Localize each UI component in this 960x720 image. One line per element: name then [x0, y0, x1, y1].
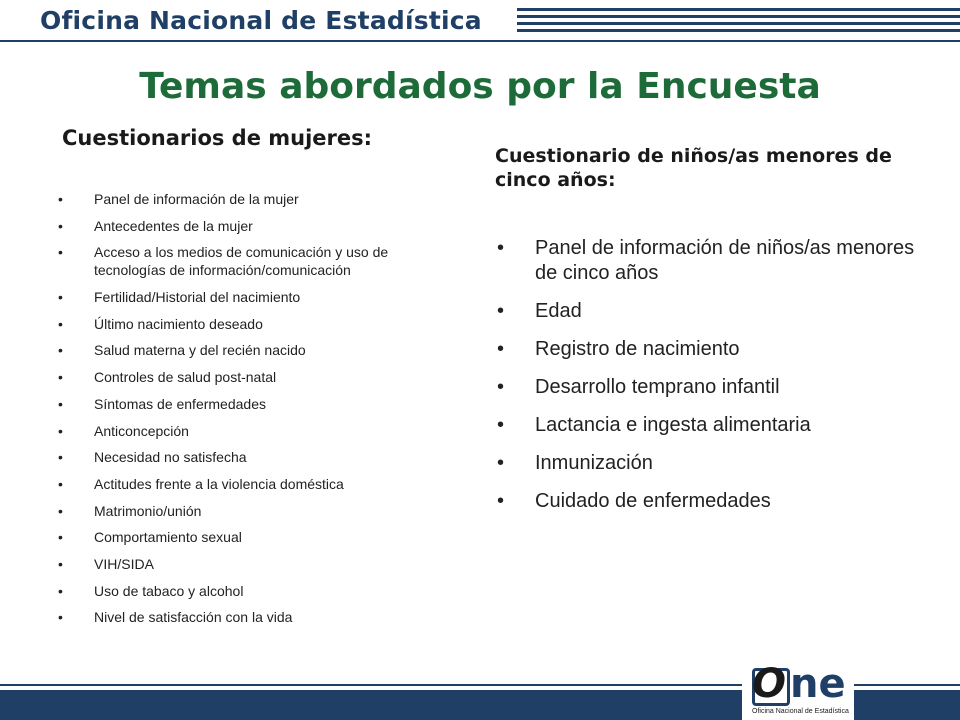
one-logo — [742, 662, 854, 720]
logo-subtitle: Oficina Nacional de Estadística — [752, 708, 849, 715]
list-item: • Inmunización — [497, 451, 927, 476]
children-questionnaire-heading: Cuestionario de niños/as menores de cinco años: — [495, 145, 892, 191]
list-item: • Antecedentes de la mujer — [58, 217, 458, 235]
list-item: • Necesidad no satisfecha — [58, 448, 458, 466]
list-item: • Nivel de satisfacción con la vida — [58, 608, 458, 626]
logo-mark-ne: ne — [790, 661, 846, 707]
header-divider — [0, 40, 960, 42]
logo-mark-o: O — [752, 661, 787, 707]
slide-title: Temas abordados por la Encuesta — [139, 66, 821, 107]
list-item: • VIH/SIDA — [58, 555, 458, 573]
org-name: Oficina Nacional de Estadística — [40, 6, 482, 35]
list-item: • Último nacimiento deseado — [58, 315, 458, 333]
header-bar — [0, 0, 960, 42]
list-item: • Lactancia e ingesta alimentaria — [497, 413, 927, 438]
list-item: • Controles de salud post-natal — [58, 368, 458, 386]
list-item: • Acceso a los medios de comunicación y uso de tecnologías de información/comunicación — [58, 243, 458, 279]
list-item: • Matrimonio/unión — [58, 502, 458, 520]
list-item: • Panel de información de la mujer — [58, 190, 458, 208]
list-item: • Salud materna y del recién nacido — [58, 341, 458, 359]
header-stripes — [517, 8, 960, 40]
list-item: • Síntomas de enfermedades — [58, 395, 458, 413]
list-item: • Panel de información de niños/as menores de cinco años — [497, 236, 927, 286]
women-questionnaire-heading: Cuestionarios de mujeres: — [62, 126, 373, 150]
list-item: • Desarrollo temprano infantil — [497, 375, 927, 400]
list-item: • Edad — [497, 299, 927, 324]
women-topics-list — [58, 190, 458, 635]
list-item: • Fertilidad/Historial del nacimiento — [58, 288, 458, 306]
children-topics-list — [497, 236, 927, 527]
list-item: • Comportamiento sexual — [58, 528, 458, 546]
list-item: • Registro de nacimiento — [497, 337, 927, 362]
list-item: • Cuidado de enfermedades — [497, 489, 927, 514]
list-item: • Actitudes frente a la violencia doméstica — [58, 475, 458, 493]
list-item: • Uso de tabaco y alcohol — [58, 582, 458, 600]
list-item: • Anticoncepción — [58, 422, 458, 440]
